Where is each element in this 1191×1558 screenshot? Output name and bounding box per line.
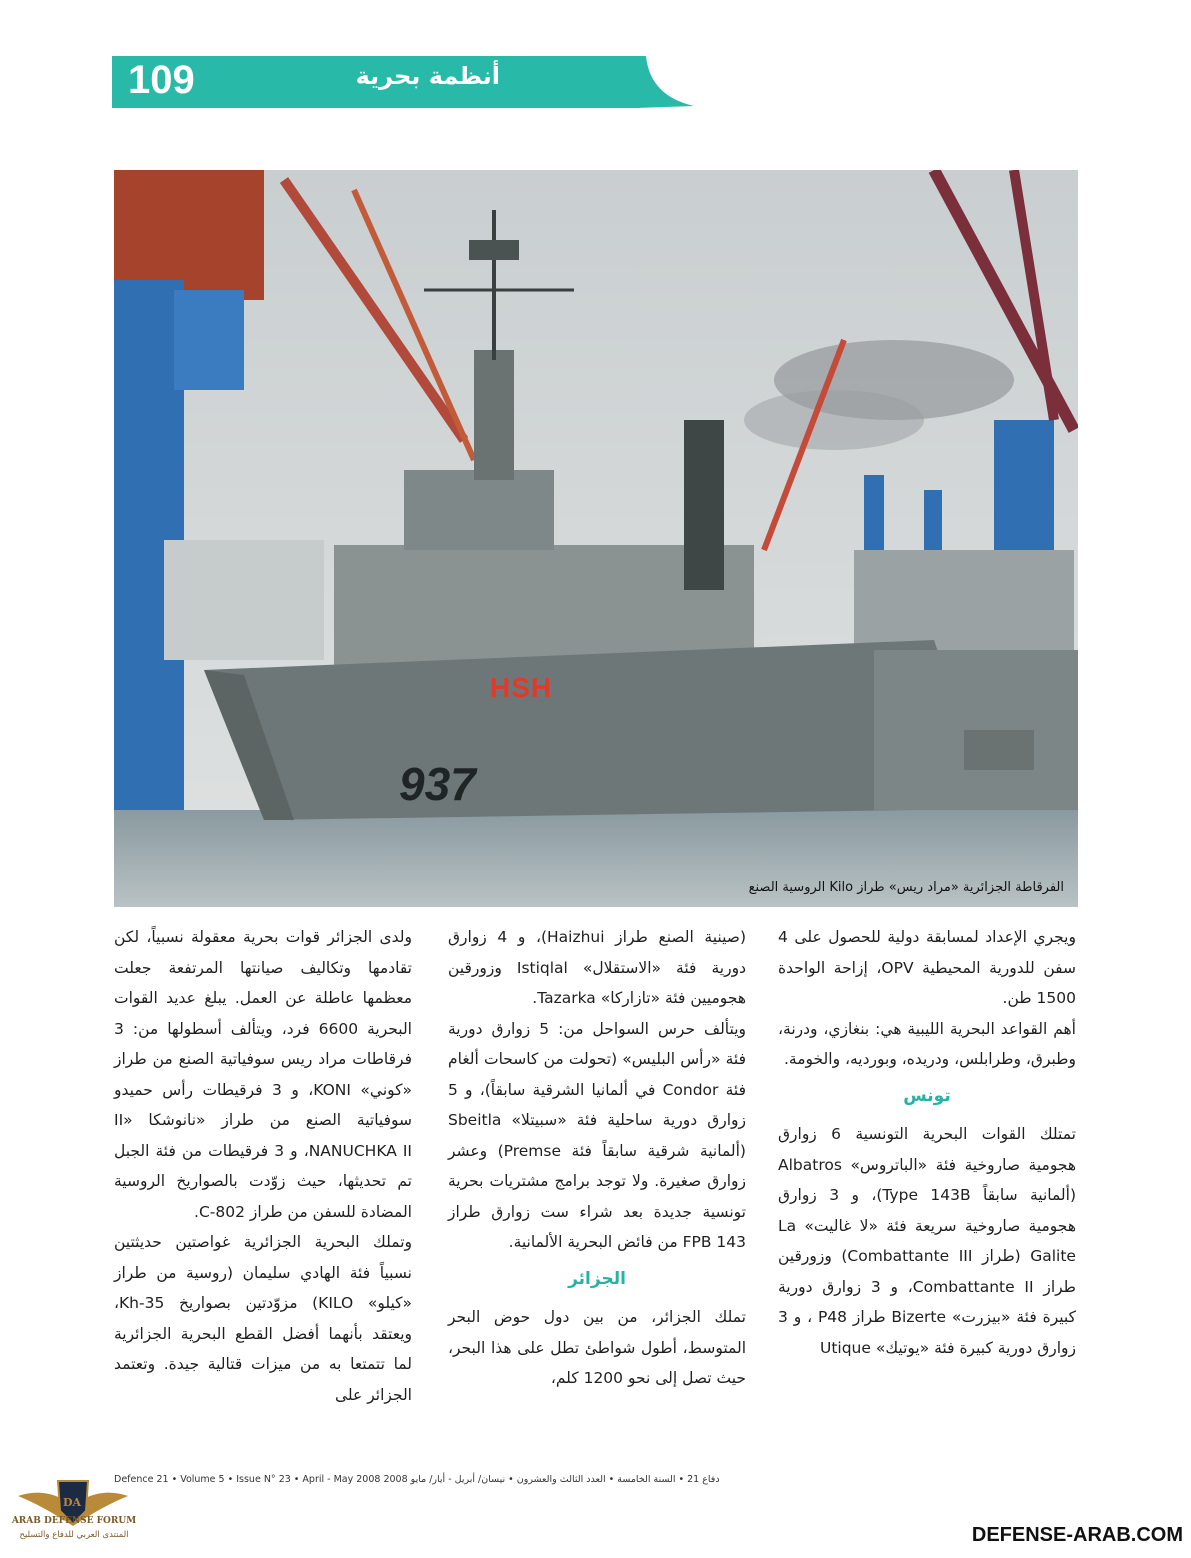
photo-caption: الفرقاطة الجزائرية «مراد ريس» طراز Kilo الروسية الصنع	[748, 880, 1064, 895]
paragraph: تمتلك القوات البحرية التونسية 6 زوارق هجومية صاروخية فئة «الباتروس» Albatros (ألمانية سابقاً Type 143B)، و 3 زوارق هجومية صاروخية سريعة فئة «لا غاليت» La Galite (طراز Combattante III) وزورقين طراز Combattante II، و 3 زوارق دورية كبيرة فئة «بيزرت» Bizerte طراز P48 ، و 3 زوارق دورية كبيرة فئة «يوتيك» Utique	[778, 1125, 1077, 1357]
header-tail-shape	[636, 56, 696, 108]
text-column-middle	[448, 922, 746, 1394]
svg-text:DA: DA	[63, 1496, 82, 1509]
paragraph: وتملك البحرية الجزائرية غواصتين حديثتين نسبياً فئة الهادي سليمان (روسية من طراز «كيلو» KILO) مزوّدتين بصواريخ Kh-35، ويعتقد بأنهما أفضل القطع البحرية الجزائرية لما تتمتعا به من ميزات قتالية جيدة. وتعتمد الجزائر على	[114, 1233, 412, 1404]
issue-footer: Defence 21 • Volume 5 • Issue N° 23 • April - May 2008 دفاع 21 • السنة الخامسة • العدد الثالث والعشرون • نيسان/ أبريل - أيار/ مايو 2008	[114, 1474, 720, 1485]
paragraph: ويتألف حرس السواحل من: 5 زوارق دورية فئة «رأس البليس» (تحولت من كاسحات ألغام فئة Condor في ألمانيا الشرقية سابقاً)، و 5 زوارق دورية ساحلية فئة «سبيتلا» Sbeitla (ألمانية شرقية سابقاً فئة Premse) وعشر زوارق صغيرة. ولا توجد برامج مشتريات بحرية تونسية جديدة بعد شراء ست زوارق طراز 143 FPB من فائض البحرية الألمانية.	[448, 1019, 747, 1251]
site-watermark: DEFENSE-ARAB.COM	[971, 1524, 1183, 1546]
paragraph: (صينية الصنع طراز Haizhui)، و 4 زوارق دورية فئة «الاستقلال» Istiqlal وزورقين هجوميين فئة «تازاركا» Tazarka.	[448, 928, 746, 1007]
paragraph: أهم القواعد البحرية الليبية هي: بنغازي، ودرنة، وطبرق، وطرابلس، ودريده، وبورديه، والخومة.	[778, 1019, 1076, 1068]
paragraph: ويجري الإعداد لمسابقة دولية للحصول على 4 سفن للدورية المحيطية OPV، إزاحة الواحدة 1500 طن.	[778, 928, 1076, 1007]
frigate-photo	[114, 170, 1078, 907]
text-column-right	[778, 922, 1076, 1363]
subhead-tunisia: تونس	[903, 1085, 951, 1106]
hull-number: 937	[399, 758, 476, 810]
page-number: 109	[128, 58, 195, 102]
logo-subtitle: المنتدى العربي للدفاع والتسليح	[19, 1530, 129, 1540]
text-column-left	[114, 922, 412, 1410]
logo-title: ARAB DEFENSE FORUM	[11, 1516, 137, 1526]
section-title: أنظمة بحرية	[355, 62, 500, 90]
subhead-algeria: الجزائر	[568, 1268, 626, 1289]
paragraph: تملك الجزائر، من بين دول حوض البحر المتوسط، أطول شواطئ تطل على هذا البحر، حيث تصل إلى نحو 1200 كلم،	[448, 1308, 746, 1387]
ship-illustration	[114, 170, 1078, 907]
paragraph: ولدى الجزائر قوات بحرية معقولة نسبياً، لكن تقادمها وتكاليف صيانتها المرتفعة جعلت معظمها عاطلة عن العمل. يبلغ عديد القوات البحرية 6600 فرد، ويتألف أسطولها من: 3 فرقاطات مراد ريس سوفياتية الصنع من طراز «كوني» KONI، و 3 فرقيطات رأس حميدو سوفياتية الصنع من طراز «نانوشكا II» NANUCHKA II، و 3 فرقيطات من فئة الجبل تم تحديثها، حيث زوّدت بالصواريخ الروسية المضادة للسفن من طراز C-802.	[114, 928, 413, 1221]
photo-watermark: HSH	[490, 672, 553, 703]
